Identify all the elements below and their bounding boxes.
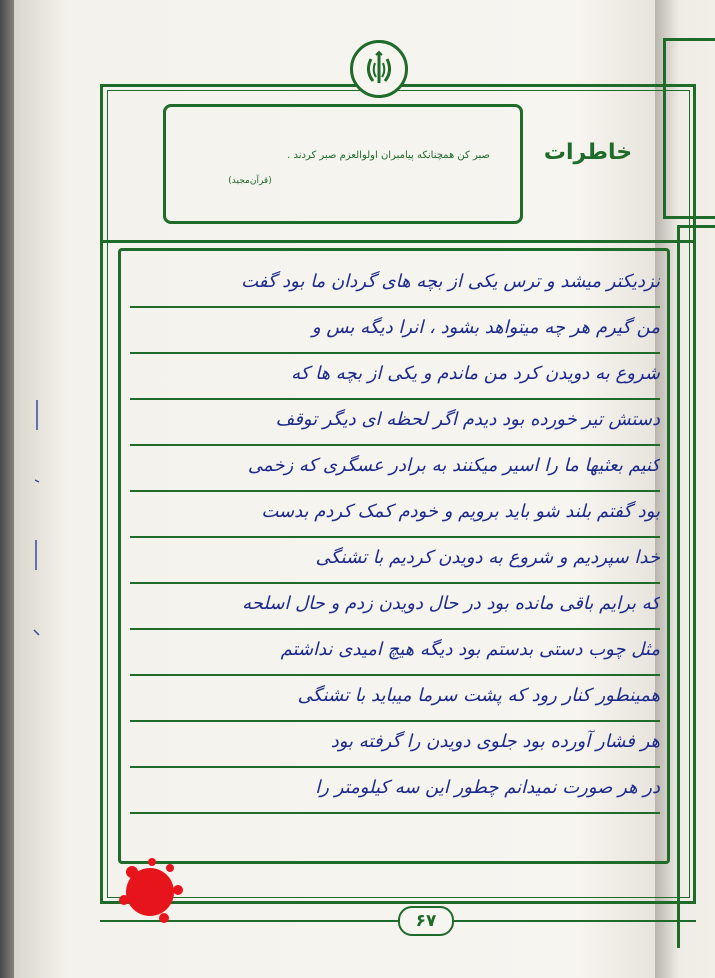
handwriting-line: هر فشار آورده بود جلوی دویدن را گرفته بود (130, 722, 660, 768)
handwriting-line: من گیرم هر چه میتواهد بشود ، انرا دیگه بس و (130, 308, 660, 354)
section-title: خاطرات (543, 140, 633, 165)
iran-emblem-icon (350, 40, 408, 98)
handwriting-line: بود گفتم بلند شو باید برویم و خودم کمک کردم بدست (130, 492, 660, 538)
header-quote: صبر کن همچنانکه پیامبران اولوالعزم صبر کردند . (287, 150, 490, 161)
handwriting-line: خدا سپردیم و شروع به دویدن کردیم با تشنگی (130, 538, 660, 584)
handwriting-line: کنیم بعثیها ما را اسیر میکنند به برادر عسگری که زخمی (130, 446, 660, 492)
handwriting-line: دستش تیر خورده بود دیدم اگر لحظه ای دیگر توقف (130, 400, 660, 446)
handwriting-line: نزدیکتر میشد و ترس یکی از بچه های گردان ما بود گفت (130, 262, 660, 308)
margin-pen-marks (30, 390, 44, 690)
handwriting-lines (130, 262, 660, 814)
handwriting-line: همینطور کنار رود که پشت سرما میباید با تشنگی (130, 676, 660, 722)
header-divider (100, 240, 696, 243)
header-quote-box (163, 104, 523, 224)
header-quote-source: (قرآن‌مجید) (228, 176, 272, 186)
handwriting-line: که برایم باقی مانده بود در حال دویدن زدم و حال اسلحه (130, 584, 660, 630)
page-number: ۶۷ (398, 906, 454, 936)
handwriting-line: شروع به دویدن کرد من ماندم و یکی از بچه ها که (130, 354, 660, 400)
handwriting-line: مثل چوب دستی بدستم بود دیگه هیچ امیدی نداشتم (130, 630, 660, 676)
handwriting-line: در هر صورت نمیدانم چطور این سه کیلومتر را (130, 768, 660, 814)
red-stain-icon (112, 850, 190, 928)
